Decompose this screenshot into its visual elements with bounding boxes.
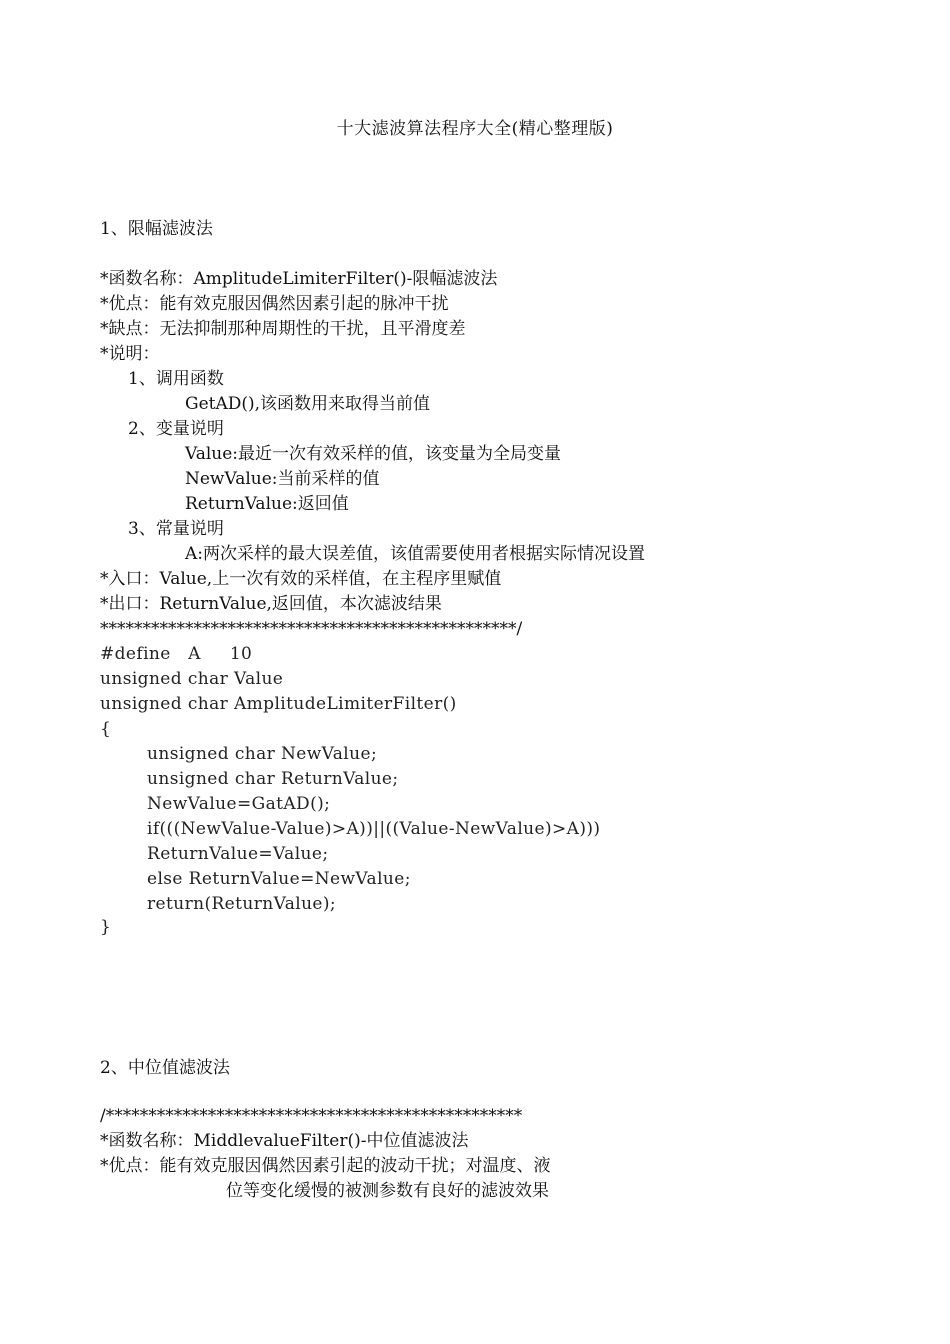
- comment-line: A:两次采样的最大误差值，该值需要使用者根据实际情况设置: [185, 544, 646, 564]
- comment-line: 位等变化缓慢的被测参数有良好的滤波效果: [226, 1181, 549, 1201]
- code-line: unsigned char AmplitudeLimiterFilter(): [100, 694, 457, 714]
- code-line: unsigned char ReturnValue;: [147, 769, 399, 789]
- comment-line: ReturnValue:返回值: [185, 494, 349, 514]
- code-line: {: [100, 719, 112, 739]
- section-heading-1: 1、限幅滤波法: [100, 219, 213, 239]
- code-line: NewValue=GatAD();: [147, 794, 331, 814]
- comment-line: 3、常量说明: [128, 519, 224, 539]
- code-line: return(ReturnValue);: [147, 894, 337, 914]
- comment-line: *优点：能有效克服因偶然因素引起的波动干扰；对温度、液: [100, 1156, 551, 1176]
- code-line: else ReturnValue=NewValue;: [147, 869, 411, 889]
- comment-line: Value:最近一次有效采样的值，该变量为全局变量: [185, 444, 562, 464]
- comment-line: *************************************************/: [100, 619, 523, 639]
- code-line: ReturnValue=Value;: [147, 844, 329, 864]
- comment-line: *出口：ReturnValue,返回值，本次滤波结果: [100, 594, 442, 614]
- comment-line: 1、调用函数: [128, 369, 224, 389]
- comment-line: *优点：能有效克服因偶然因素引起的脉冲干扰: [100, 294, 449, 314]
- page-title: 十大滤波算法程序大全(精心整理版): [336, 119, 614, 139]
- code-line: }: [100, 917, 112, 937]
- comment-line: *缺点：无法抑制那种周期性的干扰，且平滑度差: [100, 319, 466, 339]
- code-line: unsigned char Value: [100, 669, 284, 689]
- comment-line: *函数名称：MiddlevalueFilter()-中位值滤波法: [100, 1131, 469, 1151]
- comment-line: /*************************************************: [100, 1106, 523, 1126]
- code-line: unsigned char NewValue;: [147, 744, 378, 764]
- comment-line: *入口：Value,上一次有效的采样值，在主程序里赋值: [100, 569, 502, 589]
- comment-line: GetAD(),该函数用来取得当前值: [185, 394, 431, 414]
- comment-line: *说明：: [100, 344, 160, 364]
- comment-line: NewValue:当前采样的值: [185, 469, 380, 489]
- code-line: #define A 10: [100, 644, 253, 664]
- section-heading-2: 2、中位值滤波法: [100, 1058, 230, 1078]
- code-line: if(((NewValue-Value)>A))||((Value-NewValue)>A))): [147, 819, 601, 839]
- comment-line: *函数名称：AmplitudeLimiterFilter()-限幅滤波法: [100, 269, 498, 289]
- comment-line: 2、变量说明: [128, 419, 224, 439]
